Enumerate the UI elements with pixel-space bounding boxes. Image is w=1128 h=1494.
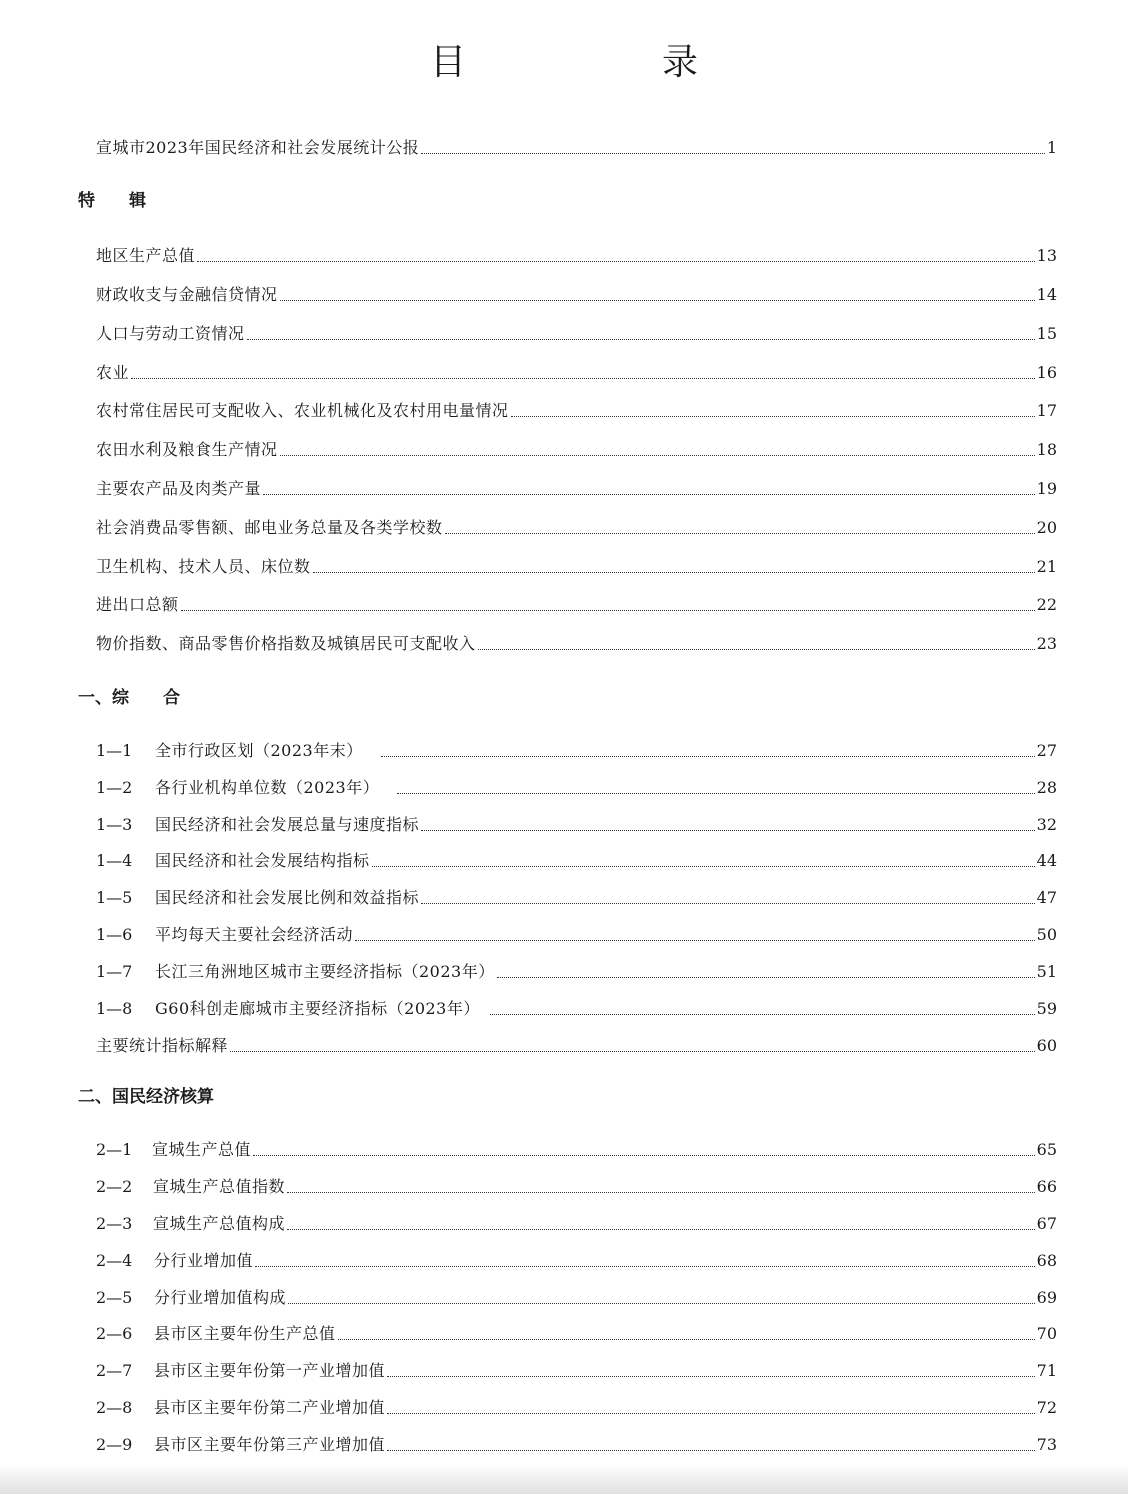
toc-entry-page: 60 bbox=[1036, 1036, 1057, 1055]
dot-leader bbox=[131, 378, 1035, 379]
toc-entry-label: 物价指数、商品零售价格指数及城镇居民可支配收入 bbox=[96, 634, 476, 653]
toc-entry[interactable] bbox=[96, 399, 1057, 423]
toc-entry-page: 22 bbox=[1036, 595, 1057, 614]
toc-entry-page: 14 bbox=[1036, 285, 1057, 304]
toc-entry[interactable] bbox=[96, 136, 1057, 160]
toc-entry-page: 73 bbox=[1036, 1435, 1057, 1454]
toc-entry[interactable] bbox=[96, 361, 1057, 385]
toc-entry-page: 70 bbox=[1036, 1324, 1057, 1343]
toc-entry-page: 65 bbox=[1036, 1140, 1057, 1159]
toc-entry-label: 国民经济和社会发展比例和效益指标 bbox=[155, 888, 420, 907]
toc-entry[interactable] bbox=[96, 1212, 1057, 1236]
dot-leader bbox=[387, 1450, 1035, 1451]
toc-entry[interactable] bbox=[96, 283, 1057, 307]
toc-entry[interactable] bbox=[96, 244, 1057, 268]
dot-leader bbox=[421, 153, 1045, 154]
toc-entry[interactable] bbox=[96, 997, 1057, 1021]
toc-entry[interactable] bbox=[96, 1138, 1057, 1162]
toc-entry-number: 2—6 bbox=[96, 1324, 133, 1343]
toc-entry-number: 1—5 bbox=[96, 888, 133, 907]
dot-leader bbox=[263, 494, 1035, 495]
toc-entry-page: 16 bbox=[1036, 363, 1057, 382]
toc-entry[interactable] bbox=[96, 923, 1057, 947]
dot-leader bbox=[387, 1413, 1035, 1414]
toc-entry-label: 县市区主要年份第三产业增加值 bbox=[154, 1435, 386, 1454]
toc-entry-number: 1—4 bbox=[96, 851, 133, 870]
dot-leader bbox=[421, 830, 1035, 831]
dot-leader bbox=[288, 1303, 1035, 1304]
toc-entry-number: 2—9 bbox=[96, 1435, 133, 1454]
toc-entry-label: 分行业增加值构成 bbox=[154, 1288, 287, 1307]
toc-entry-label: 宣城生产总值 bbox=[152, 1140, 252, 1159]
toc-entry[interactable] bbox=[96, 1359, 1057, 1383]
dot-leader bbox=[287, 1229, 1035, 1230]
toc-entry-page: 19 bbox=[1036, 479, 1057, 498]
toc-entry-number: 2—2 bbox=[96, 1177, 133, 1196]
toc-entry[interactable] bbox=[96, 739, 1057, 763]
toc-entry-label: 县市区主要年份生产总值 bbox=[154, 1324, 336, 1343]
toc-entry-number: 2—5 bbox=[96, 1288, 133, 1307]
dot-leader bbox=[372, 866, 1035, 867]
toc-entry-number: 1—3 bbox=[96, 815, 133, 834]
toc-entry-page: 69 bbox=[1036, 1288, 1057, 1307]
dot-leader bbox=[381, 756, 1035, 757]
toc-entry-page: 17 bbox=[1036, 401, 1057, 420]
dot-leader bbox=[387, 1376, 1035, 1377]
toc-entry-page: 66 bbox=[1036, 1177, 1057, 1196]
toc-entry-page: 44 bbox=[1036, 851, 1057, 870]
dot-leader bbox=[445, 533, 1035, 534]
toc-entry-label: 宣城市2023年国民经济和社会发展统计公报 bbox=[96, 138, 420, 157]
toc-entry-page: 32 bbox=[1036, 815, 1057, 834]
toc-entry[interactable] bbox=[96, 1433, 1057, 1457]
dot-leader bbox=[255, 1266, 1035, 1267]
toc-entry-page: 15 bbox=[1036, 324, 1057, 343]
dot-leader bbox=[253, 1155, 1035, 1156]
dot-leader bbox=[511, 416, 1035, 417]
dot-leader bbox=[421, 903, 1035, 904]
toc-entry-label: 长江三角洲地区城市主要经济指标（2023年） bbox=[155, 962, 495, 981]
toc-entry-page: 27 bbox=[1036, 741, 1057, 760]
toc-entry-label: 财政收支与金融信贷情况 bbox=[96, 285, 278, 304]
section-heading-2: 二、国民经济核算 bbox=[78, 1087, 214, 1107]
toc-entry[interactable] bbox=[96, 438, 1057, 462]
toc-entry-page: 47 bbox=[1036, 888, 1057, 907]
section-heading-1: 一、综 合 bbox=[78, 688, 180, 708]
dot-leader bbox=[338, 1339, 1035, 1340]
toc-entry-label: 地区生产总值 bbox=[96, 246, 196, 265]
toc-entry[interactable] bbox=[96, 960, 1057, 984]
toc-entry[interactable] bbox=[96, 1034, 1057, 1058]
toc-entry-page: 23 bbox=[1036, 634, 1057, 653]
toc-entry-label: 县市区主要年份第一产业增加值 bbox=[154, 1361, 386, 1380]
toc-entry-label: 国民经济和社会发展结构指标 bbox=[155, 851, 370, 870]
toc-entry-page: 51 bbox=[1036, 962, 1057, 981]
toc-entry-label: 主要农产品及肉类产量 bbox=[96, 479, 262, 498]
dot-leader bbox=[181, 610, 1035, 611]
toc-entry-number: 1—6 bbox=[96, 925, 133, 944]
toc-entry[interactable] bbox=[96, 1249, 1057, 1273]
toc-entry-number: 1—2 bbox=[96, 778, 133, 797]
toc-entry[interactable] bbox=[96, 1286, 1057, 1310]
toc-entry-label: 国民经济和社会发展总量与速度指标 bbox=[155, 815, 420, 834]
toc-entry-label: 卫生机构、技术人员、床位数 bbox=[96, 557, 311, 576]
dot-leader bbox=[355, 940, 1035, 941]
toc-entry[interactable] bbox=[96, 849, 1057, 873]
dot-leader bbox=[280, 455, 1035, 456]
toc-entry[interactable] bbox=[96, 886, 1057, 910]
toc-entry-label: 县市区主要年份第二产业增加值 bbox=[154, 1398, 386, 1417]
toc-entry-page: 13 bbox=[1036, 246, 1057, 265]
toc-entry-page: 72 bbox=[1036, 1398, 1057, 1417]
dot-leader bbox=[230, 1051, 1035, 1052]
toc-entry[interactable] bbox=[96, 322, 1057, 346]
section-heading-special: 特 辑 bbox=[78, 191, 146, 211]
toc-entry-page: 20 bbox=[1036, 518, 1057, 537]
toc-entry-page: 67 bbox=[1036, 1214, 1057, 1233]
dot-leader bbox=[490, 1014, 1035, 1015]
dot-leader bbox=[197, 261, 1035, 262]
toc-entry-page: 59 bbox=[1036, 999, 1057, 1018]
toc-entry-page: 71 bbox=[1036, 1361, 1057, 1380]
toc-entry-label: G60科创走廊城市主要经济指标（2023年） bbox=[155, 999, 480, 1018]
toc-entry-number: 1—7 bbox=[96, 962, 133, 981]
toc-entry[interactable] bbox=[96, 477, 1057, 501]
page-bottom-shadow bbox=[0, 1464, 1128, 1494]
toc-entry[interactable] bbox=[96, 555, 1057, 579]
dot-leader bbox=[313, 572, 1035, 573]
toc-entry-label: 宣城生产总值构成 bbox=[153, 1214, 286, 1233]
toc-entry[interactable] bbox=[96, 632, 1057, 656]
toc-entry-label: 分行业增加值 bbox=[154, 1251, 254, 1270]
toc-entry-label: 人口与劳动工资情况 bbox=[96, 324, 245, 343]
toc-entry-number: 1—1 bbox=[96, 741, 133, 760]
dot-leader bbox=[287, 1192, 1035, 1193]
dot-leader bbox=[397, 793, 1034, 794]
toc-entry-number: 2—7 bbox=[96, 1361, 133, 1380]
toc-entry-page: 18 bbox=[1036, 440, 1057, 459]
toc-entry-number: 2—3 bbox=[96, 1214, 133, 1233]
toc-entry-label: 农田水利及粮食生产情况 bbox=[96, 440, 278, 459]
toc-entry[interactable] bbox=[96, 776, 1057, 800]
toc-entry-page: 28 bbox=[1036, 778, 1057, 797]
toc-entry-number: 2—4 bbox=[96, 1251, 133, 1270]
page-title: 目 录 bbox=[429, 42, 778, 83]
toc-entry-label: 各行业机构单位数（2023年） bbox=[155, 778, 380, 797]
dot-leader bbox=[478, 649, 1035, 650]
toc-entry[interactable] bbox=[96, 1322, 1057, 1346]
toc-entry-label: 全市行政区划（2023年末） bbox=[155, 741, 363, 760]
toc-entry-page: 50 bbox=[1036, 925, 1057, 944]
toc-entry[interactable] bbox=[96, 593, 1057, 617]
toc-entry-number: 2—8 bbox=[96, 1398, 133, 1417]
dot-leader bbox=[247, 339, 1035, 340]
toc-entry-label: 平均每天主要社会经济活动 bbox=[155, 925, 354, 944]
toc-entry-label: 社会消费品零售额、邮电业务总量及各类学校数 bbox=[96, 518, 443, 537]
toc-entry-label: 宣城生产总值指数 bbox=[153, 1177, 286, 1196]
toc-entry-label: 主要统计指标解释 bbox=[96, 1036, 229, 1055]
dot-leader bbox=[280, 300, 1035, 301]
dot-leader bbox=[497, 977, 1035, 978]
toc-entry-number: 2—1 bbox=[96, 1140, 133, 1159]
toc-entry-page: 1 bbox=[1046, 138, 1057, 157]
toc-entry-label: 进出口总额 bbox=[96, 595, 179, 614]
toc-entry-label: 农业 bbox=[96, 363, 130, 382]
toc-entry[interactable] bbox=[96, 813, 1057, 837]
toc-entry-page: 21 bbox=[1036, 557, 1057, 576]
toc-entry-page: 68 bbox=[1036, 1251, 1057, 1270]
toc-entry[interactable] bbox=[96, 1175, 1057, 1199]
toc-entry[interactable] bbox=[96, 1396, 1057, 1420]
toc-entry-label: 农村常住居民可支配收入、农业机械化及农村用电量情况 bbox=[96, 401, 509, 420]
toc-entry-number: 1—8 bbox=[96, 999, 133, 1018]
toc-entry[interactable] bbox=[96, 516, 1057, 540]
